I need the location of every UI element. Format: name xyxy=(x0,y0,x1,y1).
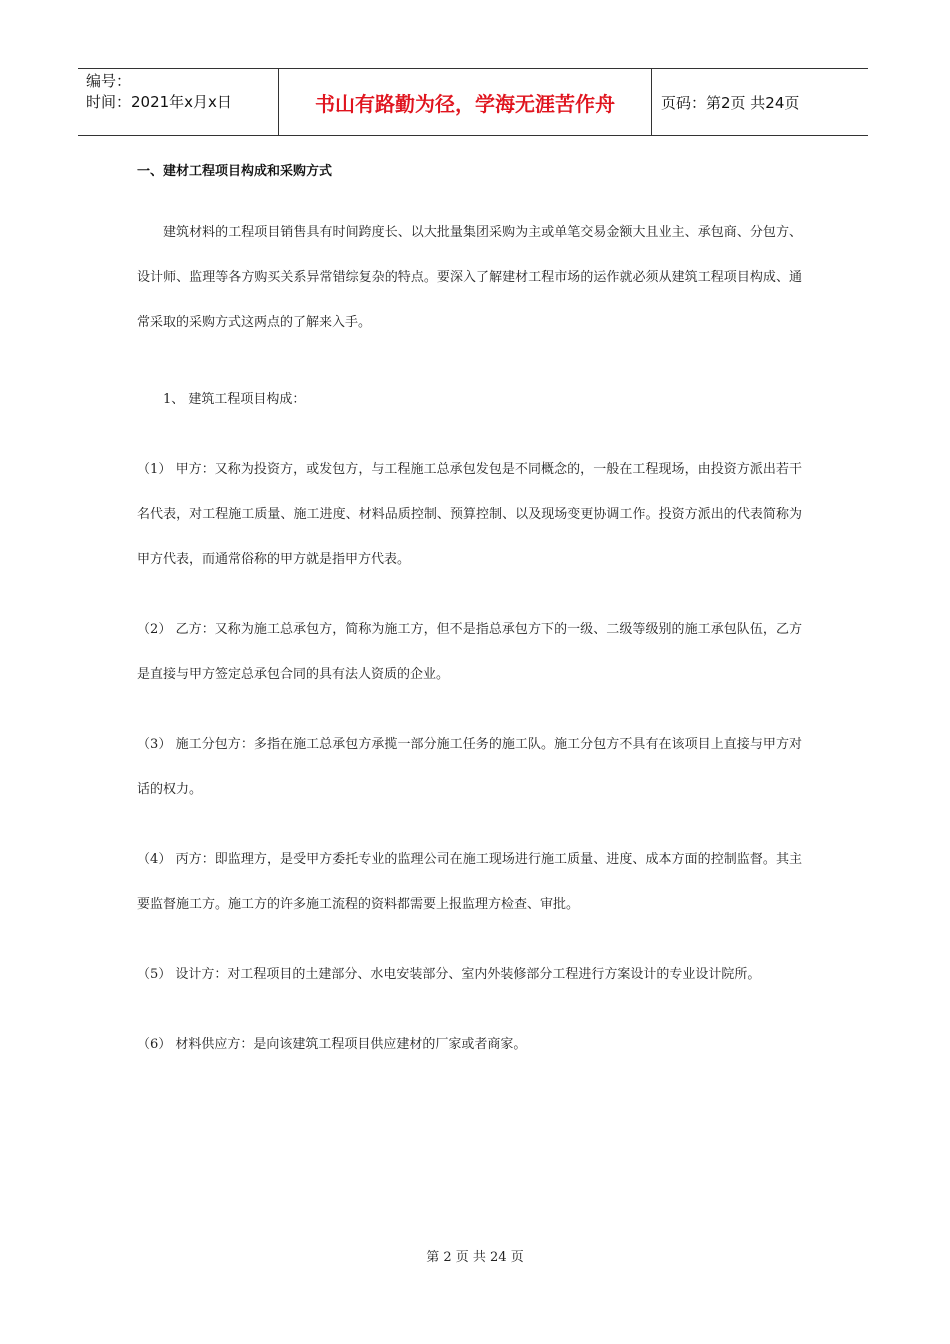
item-paragraph-6: （6） 材料供应方：是向该建筑工程项目供应建材的厂家或者商家。 xyxy=(137,1037,527,1052)
item-paragraph-1: （1） 甲方：又称为投资方，或发包方，与工程施工总承包发包是不同概念的，一般在工程现场，由投资方派出若干名代表，对工程施工质量、施工进度、材料品质控制、预算控制、以及现场变更协调工作。投资方派出的代表简称为甲方代表，而通常俗称的甲方就是指甲方代表。 xyxy=(137,462,802,567)
item-paragraph-5: （5） 设计方：对工程项目的土建部分、水电安装部分、室内外装修部分工程进行方案设计的专业设计院所。 xyxy=(137,967,761,982)
document-number-label: 编号： xyxy=(86,72,132,90)
subsection-title: 1、 建筑工程项目构成： xyxy=(163,392,306,407)
header-table xyxy=(78,68,868,136)
document-time-label: 时间：2021年x月x日 xyxy=(86,93,232,111)
item-paragraph-3: （3） 施工分包方：多指在施工总承包方承揽一部分施工任务的施工队。施工分包方不具有在该项目上直接与甲方对话的权力。 xyxy=(137,737,802,797)
header-info-cell xyxy=(78,69,279,135)
header-motto: 书山有路勤为径，学海无涯苦作舟 xyxy=(279,69,652,135)
item-paragraph-4: （4） 丙方：即监理方，是受甲方委托专业的监理公司在施工现场进行施工质量、进度、成本方面的控制监督。其主要监督施工方。施工方的许多施工流程的资料都需要上报监理方检查、审批。 xyxy=(137,852,802,912)
section-title: 一、建材工程项目构成和采购方式 xyxy=(137,164,333,179)
document-body xyxy=(137,160,802,1067)
page-footer: 第 2 页 共 24 页 xyxy=(426,1250,524,1265)
intro-paragraph: 建筑材料的工程项目销售具有时间跨度长、以大批量集团采购为主或单笔交易金额大且业主、承包商、分包方、设计师、监理等各方购买关系异常错综复杂的特点。要深入了解建材工程市场的运作就必须从建筑工程项目构成、通常采取的采购方式这两点的了解来入手。 xyxy=(137,225,802,330)
item-paragraph-2: （2） 乙方：又称为施工总承包方，简称为施工方，但不是指总承包方下的一级、二级等级别的施工承包队伍，乙方是直接与甲方签定总承包合同的具有法人资质的企业。 xyxy=(137,622,802,682)
header-page-indicator: 页码：第2页 共24页 xyxy=(661,93,800,112)
